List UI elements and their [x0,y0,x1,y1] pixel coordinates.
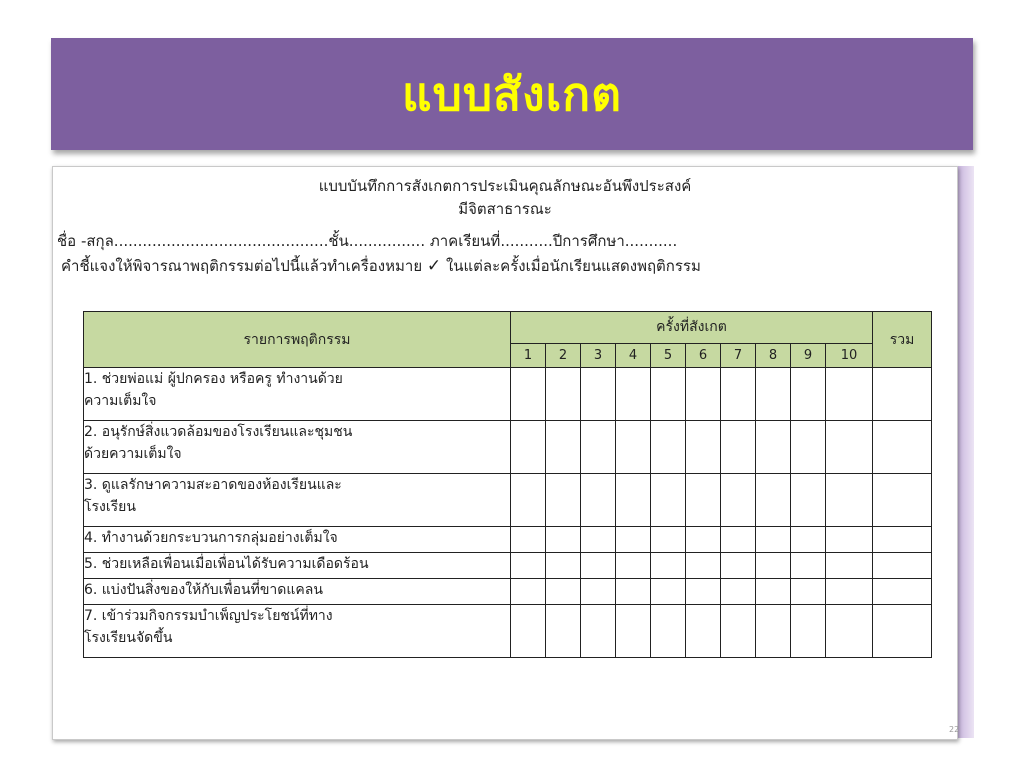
observation-cell[interactable] [721,553,756,579]
table-body [84,368,932,658]
behavior-item-line1: 6. แบ่งปันสิ่งของให้กับเพื่อนที่ขาดแคลน [84,582,323,598]
observation-cell[interactable] [791,474,826,527]
observation-cell[interactable] [686,553,721,579]
time-header-cell: 3 [581,343,616,367]
observation-cell[interactable] [756,605,791,658]
observation-cell[interactable] [651,553,686,579]
observation-cell[interactable] [791,553,826,579]
observation-cell[interactable] [581,474,616,527]
observation-cell[interactable] [721,605,756,658]
observation-cell[interactable] [511,553,546,579]
observation-cell[interactable] [756,474,791,527]
observation-cell[interactable] [686,527,721,553]
observation-cell[interactable] [721,368,756,421]
time-header-cell: 7 [721,343,756,367]
observation-cell[interactable] [651,579,686,605]
observation-cell[interactable] [616,553,651,579]
observation-cell[interactable] [546,474,581,527]
total-cell[interactable] [873,605,932,658]
observation-cell[interactable] [651,605,686,658]
observation-cell[interactable] [616,579,651,605]
observation-cell[interactable] [511,579,546,605]
observation-cell[interactable] [651,527,686,553]
header-total: รวม [873,312,932,368]
observation-cell[interactable] [756,527,791,553]
observation-cell[interactable] [686,579,721,605]
instruction-line [61,254,701,278]
time-header-cell: 4 [616,343,651,367]
observation-cell[interactable] [651,368,686,421]
observation-cell[interactable] [616,368,651,421]
observation-cell[interactable] [756,421,791,474]
observation-cell[interactable] [546,605,581,658]
check-mark-icon: ✓ [426,256,442,276]
behavior-item-line2: ด้วยความเต็มใจ [84,446,182,462]
form-subtitle: มีจิตสาธารณะ [458,200,552,218]
observation-cell[interactable] [721,579,756,605]
observation-cell[interactable] [756,368,791,421]
observation-cell[interactable] [616,527,651,553]
observation-cell[interactable] [511,421,546,474]
observation-cell[interactable] [686,421,721,474]
behavior-item-line1: 2. อนุรักษ์สิ่งแวดล้อมของโรงเรียนและชุมชน [84,424,353,440]
observation-cell[interactable] [581,421,616,474]
behavior-item-line1: 7. เข้าร่วมกิจกรรมบำเพ็ญประโยชน์ที่ทาง [84,608,333,624]
observation-cell[interactable] [651,474,686,527]
behavior-item-line1: 4. ทำงานด้วยกระบวนการกลุ่มอย่างเต็มใจ [84,530,338,546]
behavior-item-cell [84,527,511,553]
time-header-cell: 1 [511,343,546,367]
observation-cell[interactable] [791,527,826,553]
table-row [84,527,932,553]
instruction-text-after: ในแต่ละครั้งเมื่อนักเรียนแสดงพฤติกรรม [445,257,701,275]
table-row [84,605,932,658]
table-row [84,474,932,527]
behavior-item-cell [84,421,511,474]
time-header-cell: 9 [791,343,826,367]
form-header [53,175,957,221]
behavior-item-cell [84,553,511,579]
observation-cell[interactable] [791,421,826,474]
instruction-text-before: คำชี้แจงให้พิจารณาพฤติกรรมต่อไปนี้แล้วทำเครื่องหมาย [61,257,423,275]
table-row [84,421,932,474]
observation-cell[interactable] [791,368,826,421]
time-header-cell: 8 [756,343,791,367]
observation-cell[interactable] [546,421,581,474]
observation-cell[interactable] [651,421,686,474]
observation-cell[interactable] [686,605,721,658]
observation-cell[interactable] [826,553,873,579]
observation-form [52,166,958,740]
observation-cell[interactable] [721,474,756,527]
observation-cell[interactable] [826,474,873,527]
behavior-item-line2: ความเต็มใจ [84,393,157,409]
observation-cell[interactable] [511,368,546,421]
observation-cell[interactable] [546,553,581,579]
observation-cell[interactable] [721,527,756,553]
header-observation-times: ครั้งที่สังเกต [511,312,873,344]
table-row [84,368,932,421]
behavior-item-cell [84,368,511,421]
time-header-cell: 5 [651,343,686,367]
observation-cell[interactable] [616,421,651,474]
total-cell[interactable] [873,553,932,579]
observation-cell[interactable] [826,368,873,421]
total-cell[interactable] [873,579,932,605]
observation-cell[interactable] [826,605,873,658]
observation-cell[interactable] [616,605,651,658]
observation-cell[interactable] [791,579,826,605]
total-cell[interactable] [873,527,932,553]
time-header-cell: 6 [686,343,721,367]
observation-cell[interactable] [826,421,873,474]
student-info-line: ชื่อ -สกุล.............................................ชั้น................ ภาคเรียนที่...........ปีการศึกษา........... [57,232,678,250]
behavior-table [83,311,932,658]
observation-cell[interactable] [511,527,546,553]
observation-cell[interactable] [616,474,651,527]
observation-cell[interactable] [546,368,581,421]
table-row [84,553,932,579]
behavior-item-line1: 3. ดูแลรักษาความสะอาดของห้องเรียนและ [84,477,342,493]
observation-cell[interactable] [581,527,616,553]
observation-cell[interactable] [581,368,616,421]
total-cell[interactable] [873,474,932,527]
header-behavior-items: รายการพฤติกรรม [84,312,511,368]
total-cell[interactable] [873,421,932,474]
behavior-item-line1: 1. ช่วยพ่อแม่ ผู้ปกครอง หรือครู ทำงานด้วย [84,371,343,387]
observation-cell[interactable] [791,605,826,658]
observation-cell[interactable] [686,368,721,421]
observation-cell[interactable] [721,421,756,474]
behavior-item-cell [84,579,511,605]
observation-cell[interactable] [546,527,581,553]
form-title: แบบบันทึกการสังเกตการประเมินคุณลักษณะอันพึงประสงค์ [318,177,692,195]
side-decoration [958,166,974,738]
observation-cell[interactable] [826,579,873,605]
slide-title: แบบสังเกต [401,66,623,121]
observation-cell[interactable] [511,474,546,527]
behavior-item-line2: โรงเรียน [84,499,136,515]
observation-cell[interactable] [756,553,791,579]
behavior-item-line2: โรงเรียนจัดขึ้น [84,630,173,646]
time-header-cell: 2 [546,343,581,367]
behavior-item-cell [84,605,511,658]
observation-cell[interactable] [546,579,581,605]
observation-cell[interactable] [581,553,616,579]
total-cell[interactable] [873,368,932,421]
page-number: 22 [949,725,960,734]
time-header-cell: 10 [826,343,873,367]
observation-cell[interactable] [756,579,791,605]
behavior-item-line1: 5. ช่วยเหลือเพื่อนเมื่อเพื่อนได้รับความเดือดร้อน [84,556,369,572]
observation-cell[interactable] [581,579,616,605]
observation-cell[interactable] [581,605,616,658]
behavior-item-cell [84,474,511,527]
table-row [84,579,932,605]
observation-cell[interactable] [686,474,721,527]
observation-cell[interactable] [511,605,546,658]
title-banner [51,38,973,150]
observation-cell[interactable] [826,527,873,553]
